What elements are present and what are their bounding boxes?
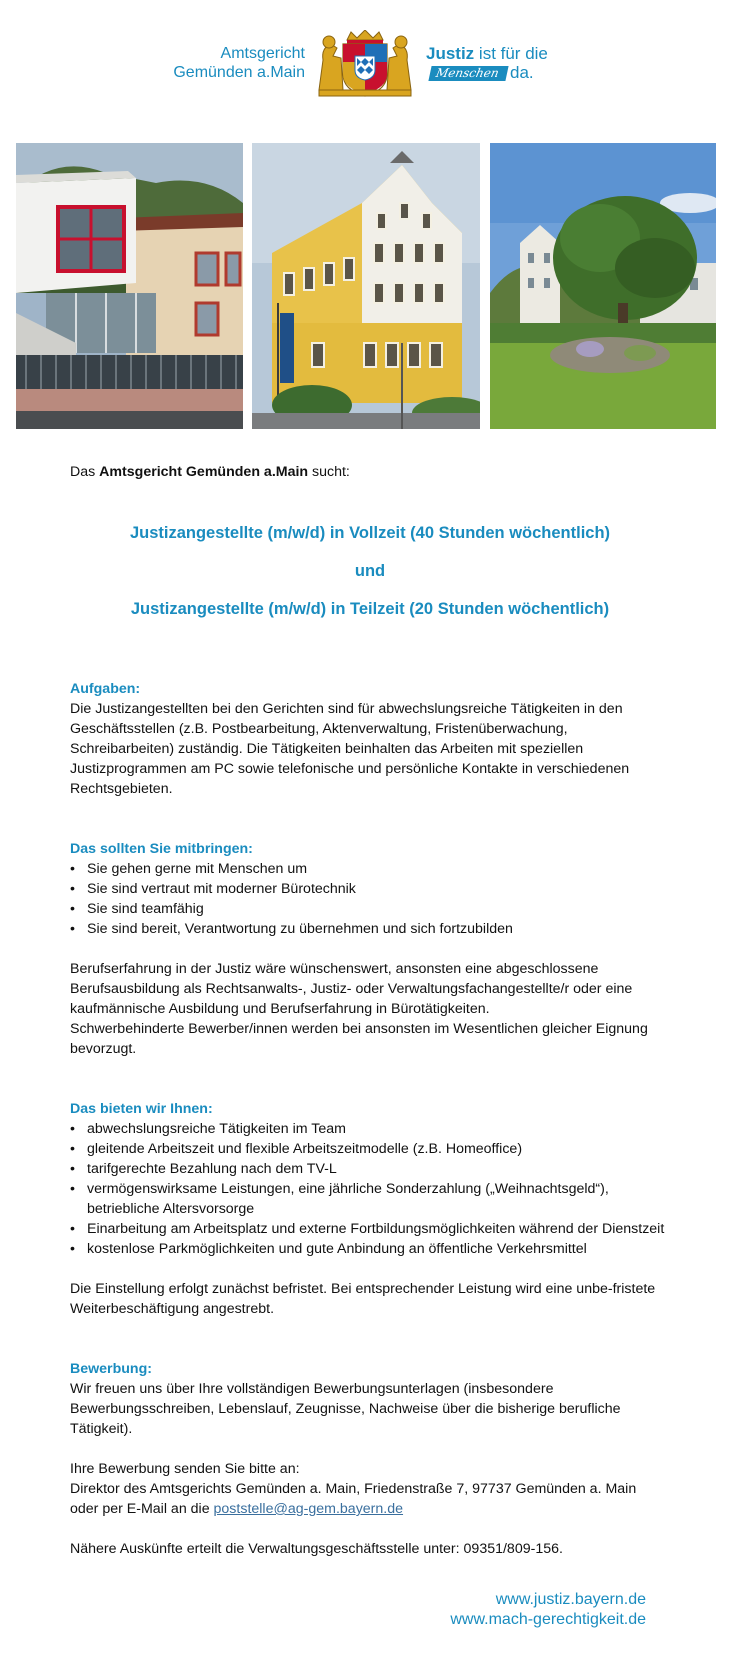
court-photos — [16, 143, 716, 429]
headline-fulltime: Justizangestellte (m/w/d) in Vollzeit (40 Stunden wöchentlich) — [129, 524, 611, 542]
court-name — [173, 44, 305, 82]
intro-prefix: Das — [70, 464, 100, 480]
headline-and: und — [354, 562, 386, 580]
intro-line — [70, 462, 670, 482]
intro-court-name: Amtsgericht Gemünden a.Main — [99, 464, 309, 480]
list-item: • Sie sind bereit, Verantwortung zu übernehmen und sich fortzubilden — [70, 919, 670, 939]
footer-link-justiz[interactable]: www.justiz.bayern.de — [495, 1591, 646, 1608]
list-item: • Einarbeitung am Arbeitsplatz und externe Fortbildungsmöglichkeiten während der Dienstzeit — [70, 1219, 670, 1239]
justiz-word: Justiz — [426, 44, 475, 63]
list-item: • Sie gehen gerne mit Menschen um — [70, 859, 670, 879]
list-item: • abwechslungsreiche Tätigkeiten im Team — [70, 1119, 670, 1139]
requirements-text2: Schwerbehinderte Bewerber/innen werden bei ansonsten im Wesentlichen gleicher Eignung bevorzugt. — [70, 1021, 648, 1057]
job-posting — [70, 462, 670, 1559]
page-header — [0, 30, 730, 100]
contact-info: Nähere Auskünfte erteilt die Verwaltungsgeschäftsstelle unter: 09351/809-156. — [70, 1541, 563, 1557]
photo-garden-tree — [490, 143, 716, 429]
justiz-rest: ist für die — [474, 44, 548, 63]
list-item: • vermögenswirksame Leistungen, eine jährliche Sonderzahlung („Weihnachtsgeld“), betriebliche Altersvorsorge — [70, 1179, 670, 1219]
justiz-slogan-logo — [426, 44, 566, 84]
tasks-text: Die Justizangestellten bei den Gerichten sind für abwechslungsreiche Tätigkeiten in den Geschäftsstellen (z.B. Postbearbeitung, Aktenverwaltung, Fristenüberwachung, Schreibarbeiten) zuständig. Die Tätigkeiten beinhalten das Arbeiten mit speziellen Justizprogrammen am PC sowie telefonische und persönliche Kontakte in verschiedenen Rechtsgebieten. — [70, 701, 630, 797]
requirements-title: Das sollten Sie mitbringen: — [70, 841, 253, 857]
offer-title: Das bieten wir Ihnen: — [70, 1101, 213, 1117]
bavarian-crest-icon — [313, 30, 417, 98]
offer-list — [70, 1119, 670, 1259]
list-item: • Sie sind teamfähig — [70, 899, 670, 919]
application-title: Bewerbung: — [70, 1361, 152, 1377]
court-name-line2: Gemünden a.Main — [173, 64, 305, 81]
application-email-line — [70, 1499, 670, 1519]
court-name-line1: Amtsgericht — [220, 45, 305, 62]
headline-parttime: Justizangestellte (m/w/d) in Teilzeit (20 Stunden wöchentlich) — [130, 600, 610, 618]
da-text: da. — [510, 63, 534, 82]
application-address: Direktor des Amtsgerichts Gemünden a. Main, Friedenstraße 7, 97737 Gemünden a. Main — [70, 1481, 637, 1497]
footer-link-gerechtigkeit[interactable]: www.mach-gerechtigkeit.de — [450, 1611, 646, 1628]
tasks-title: Aufgaben: — [70, 681, 141, 697]
photo-yellow-courthouse — [252, 143, 480, 429]
footer-links — [450, 1590, 646, 1630]
requirements-list — [70, 859, 670, 939]
application-send-to: Ihre Bewerbung senden Sie bitte an: — [70, 1461, 300, 1477]
offer-text: Die Einstellung erfolgt zunächst befristet. Bei entsprechender Leistung wird eine unbe-fristete Weiterbeschäftigung angestrebt. — [70, 1281, 656, 1317]
list-item: • Sie sind vertraut mit moderner Bürotechnik — [70, 879, 670, 899]
list-item: • gleitende Arbeitszeit und flexible Arbeitszeitmodelle (z.B. Homeoffice) — [70, 1139, 670, 1159]
application-text: Wir freuen uns über Ihre vollständigen Bewerbungsunterlagen (insbesondere Bewerbungsschreiben, Lebenslauf, Zeugnisse, Nachweise über die bisherige berufliche Tätigkeit). — [70, 1381, 621, 1437]
menschen-badge: Menschen — [428, 66, 508, 81]
photo-modern-building — [16, 143, 243, 429]
email-prefix: oder per E-Mail an die — [70, 1501, 214, 1517]
email-link[interactable]: poststelle@ag-gem.bayern.de — [213, 1501, 404, 1517]
list-item: • kostenlose Parkmöglichkeiten und gute Anbindung an öffentliche Verkehrsmittel — [70, 1239, 670, 1259]
list-item: • tarifgerechte Bezahlung nach dem TV-L — [70, 1159, 670, 1179]
requirements-text1: Berufserfahrung in der Justiz wäre wünschenswert, ansonsten eine abgeschlossene Berufsausbildung als Rechtsanwalts-, Justiz- oder Verwaltungsfachangestellte/r oder eine kaufmännische Ausbildung und Berufserfahrung in Bürotätigkeiten. — [70, 961, 633, 1017]
intro-suffix: sucht: — [308, 464, 350, 480]
